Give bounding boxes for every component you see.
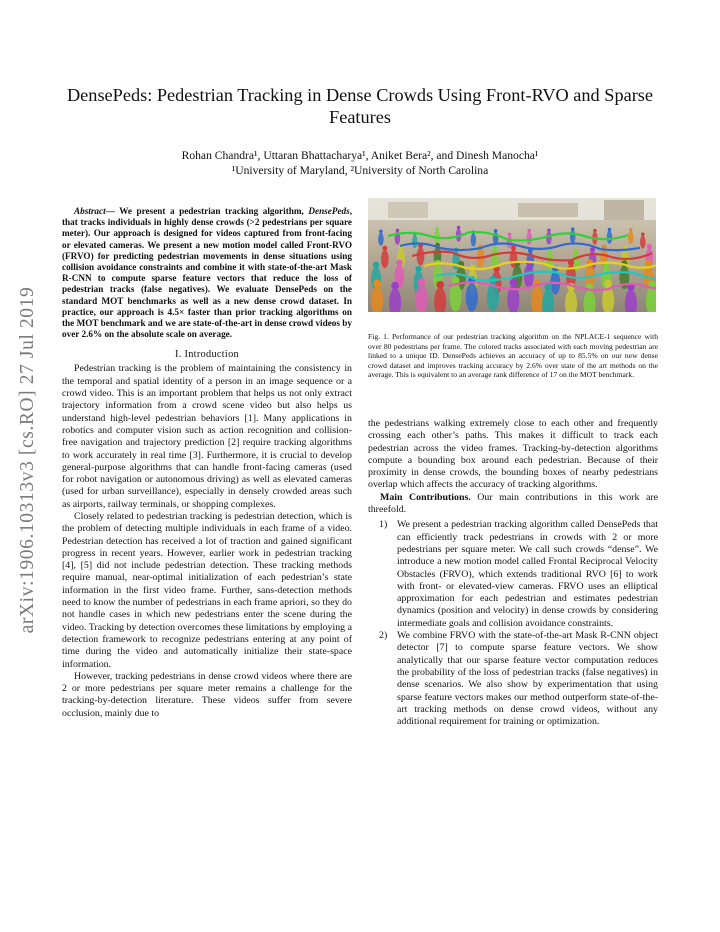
contribution-list: [368, 519, 658, 728]
contributions-lead: Our main contributions in this work are threefold.: [368, 491, 658, 516]
intro-paragraph-1: Pedestrian tracking is the problem of maintaining the consistency in the temporal and spatial identity of a person in an image sequence or a crowd video. This is an important problem that helps us not only extract trajectory information from a crowd scene video but also helps us understand high-level pedestrian behaviors [1]. Many applications in robotics and computer vision such as action recognition and collision-free navigation and trajectory prediction [2] require tracking algorithms to work accurately in real time [3]. Furthermore, it is crucial to develop general-purpose algorithms that can handle front-facing cameras (used for robot navigation or autonomous driving) as well as elevated cameras (used for urban surveillance), especially in densely crowded areas such as airports, railway terminals, or shopping complexes.: [62, 363, 352, 510]
section-heading-introduction: I. Introduction: [175, 349, 239, 361]
abstract-label: Abstract: [74, 206, 106, 216]
crowd-tracking-image: [368, 198, 656, 312]
scene-building: [388, 202, 428, 218]
author-affiliations: ¹University of Maryland, ²University of North Carolina: [231, 164, 489, 177]
abstract-body: , that tracks individuals in highly dense crowds (>2 pedestrians per square meter). Our approach is designed for videos captured from front-facing or elevated cameras. We present a new motion model called Front-RVO (FRVO) for predicting pedestrian movements in dense situations using collision avoidance constraints and combine it with state-of-the-art Mask R-CNN to compute sparse feature vectors that reduce the loss of pedestrian tracks (false negatives). We evaluate DensePeds on the standard MOT benchmarks as well as a new dense crowd dataset. In practice, our approach is 4.5× faster than prior tracking algorithms on the MOT benchmark and we are state-of-the-art in dense crowd videos by over 2.6% on the absolute scale on average.: [62, 206, 352, 340]
figure-1-image: [368, 198, 656, 312]
contribution-text: We combine FRVO with the state-of-the-art Mask R-CNN object detector [7] to compute sparse feature vectors. We show analytically that our sparse feature vector computation reduces the probability of the loss of pedestrian tracks (false negatives) in dense scenarios. We also show by experimentation that using sparse feature vectors makes our method outperform state-of-the-art tracking methods on dense crowd videos, without any additional requirement for training or optimization.: [397, 630, 658, 728]
intro-continuation: the pedestrians walking extremely close to each other and frequently crossing each other’s paths. This makes it difficult to track each pedestrian across the video frames. Tracking-by-detection algorithms compute a bounding box around each pedestrian. Because of their proximity in dense crowds, the bounding boxes of nearby pedestrians overlap which affects the accuracy of tracking algorithms.: [368, 417, 658, 491]
contribution-item: [368, 519, 658, 630]
contribution-text: We present a pedestrian tracking algorithm called DensePeds that can efficiently track pedestrians in crowds with 2 or more pedestrians per square meter. We call such crowds “dense”. We introduce a new motion model called Frontal Reciprocal Velocity Obstacles (FRVO), which extends traditional RVO [6] to work with front- or elevated-view cameras. FRVO uses an elliptical approximation for each pedestrian and estimates pedestrian dynamics (position and velocity) in dense crowds by considering intermediate goals and collision avoidance constraints.: [397, 519, 658, 629]
arxiv-stamp: [8, 250, 48, 670]
left-column: [62, 206, 352, 720]
contribution-item: [368, 630, 658, 728]
author-names: Rohan Chandra¹, Uttaran Bhattacharya¹, Aniket Bera², and Dinesh Manocha¹: [181, 149, 539, 162]
right-column-text: [368, 418, 658, 728]
figure-1-caption: Fig. 1. Performance of our pedestrian tracking algorithm on the NPLACE-1 sequence with over 80 pedestrians per frame. The colored tracks associated with each moving pedestrian are linked to a unique ID. DensePeds achieves an accuracy of up to 85.5% on our new dense crowd dataset and improves tracking accuracy by 2.6% over state of the art methods on the average. This is equivalent to an average rank difference of 17 on the MOT benchmark.: [368, 332, 658, 380]
right-column: [368, 198, 658, 728]
scene-building: [604, 200, 644, 220]
abstract: [62, 206, 352, 340]
scene-building: [518, 203, 578, 217]
abstract-method-name: DensePeds: [308, 206, 350, 216]
paper-title: DensePeds: Pedestrian Tracking in Dense Crowds Using Front-RVO and Sparse Features: [66, 85, 654, 127]
contributions-label: Main Contributions.: [380, 491, 471, 503]
arxiv-id: arXiv:1906.10313v3 [cs.RO] 27 Jul 2019: [17, 286, 38, 634]
author-block: [60, 148, 660, 178]
intro-paragraph-3: However, tracking pedestrians in dense crowd videos where there are 2 or more pedestrians per square meter remains a challenge for the tracking-by-detection literature. These videos suffer from severe occlusion, mainly due to: [62, 670, 352, 719]
contribution-number: 1): [379, 519, 388, 531]
contribution-number: 2): [379, 630, 388, 642]
intro-paragraph-2: Closely related to pedestrian tracking is pedestrian detection, which is the problem of detecting multiple individuals in each frame of a video. Pedestrian detection has received a lot of traction and gained significant progress in recent years. However, earlier work in pedestrian tracking [4], [5] did not include pedestrian detection. These tracking methods require manual, near-optimal initialization of each pedestrian’s state information in the first video frame. Further, sans-detection methods need to know the number of pedestrians in each frame apriori, so they do not handle cases in which new pedestrians enter the scene during the video. Tracking by detection overcomes these limitations by employing a detection framework to recognize pedestrians entering at any point of time during the video and automatically initialize their state-space information.: [62, 511, 352, 670]
contributions-intro: [368, 492, 658, 517]
abstract-dash: — We present a pedestrian tracking algorithm,: [105, 206, 309, 216]
